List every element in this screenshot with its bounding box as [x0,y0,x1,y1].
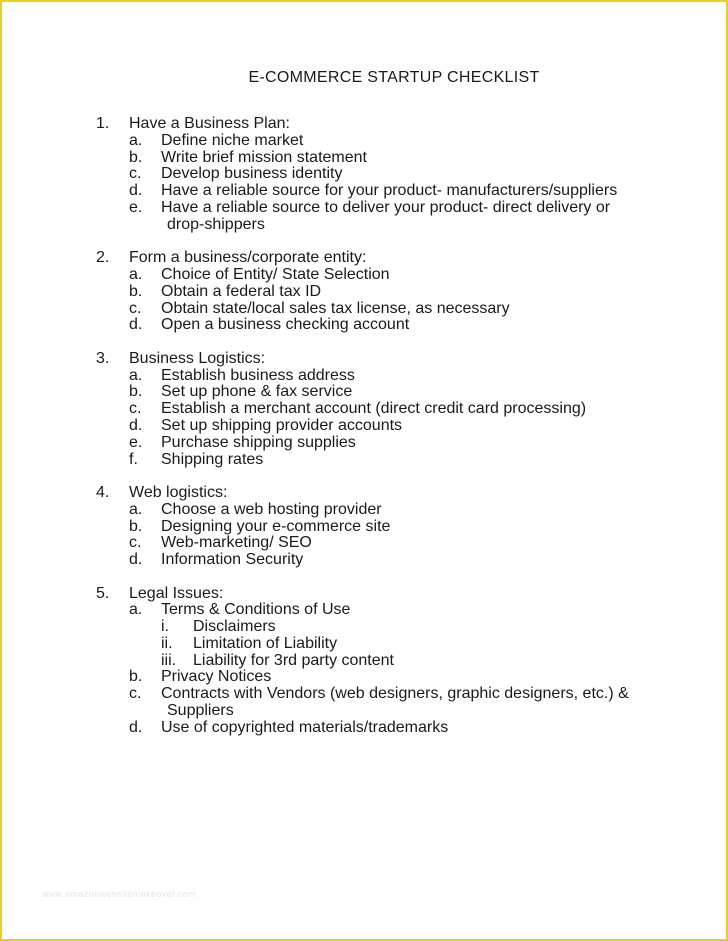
subitem-text: Liability for 3rd party content [193,651,394,669]
item-letter: a. [129,601,143,619]
page-title: E-COMMERCE STARTUP CHECKLIST [248,69,540,86]
item-text [161,418,696,435]
item-text-line: Information Security [161,551,304,569]
checklist [96,116,696,753]
item-letter: c. [129,299,142,317]
item-text [161,150,696,167]
item-text-line: Develop business identity [161,165,343,183]
section-heading-text: Web logistics: [129,483,228,501]
checklist-item [96,150,696,167]
item-text-line: Terms & Conditions of Use [161,601,351,619]
checklist-item [96,267,696,284]
checklist-subitem [96,619,696,636]
subitem-number: iii. [161,651,177,669]
subitem-number: i. [161,618,169,636]
item-letter: e. [129,433,143,451]
item-text-line: Set up phone & fax service [161,383,353,401]
item-text [161,284,696,301]
checklist-subitem [96,636,696,653]
item-text-line: Establish a merchant account (direct credit card processing) [161,400,587,418]
section-number: 3. [96,349,110,367]
subitem-text: Limitation of Liability [193,634,338,652]
checklist-item [96,200,696,234]
item-letter: b. [129,668,143,686]
item-text [161,435,696,452]
checklist-section [96,116,696,234]
item-text-line: Web-marketing/ SEO [161,534,312,552]
checklist-item [96,435,696,452]
section-number: 4. [96,483,110,501]
section-number: 5. [96,584,110,602]
checklist-item [96,519,696,536]
section-heading [96,116,696,133]
checklist-section [96,351,696,469]
checklist-section [96,250,696,334]
item-letter: d. [129,718,143,736]
checklist-item [96,384,696,401]
section-heading-text: Legal Issues: [129,584,224,602]
checklist-item [96,401,696,418]
checklist-item [96,166,696,183]
item-letter: a. [129,131,143,149]
item-letter: d. [129,316,143,334]
checklist-subitem [96,653,696,670]
checklist-item [96,669,696,686]
item-letter: d. [129,551,143,569]
subitem-text: Disclaimers [193,618,276,636]
checklist-item [96,301,696,318]
section-heading-text: Form a business/corporate entity: [129,249,367,267]
item-text-line: Open a business checking account [161,316,410,334]
item-text-line: Have a reliable source to deliver your product- direct delivery or [161,198,611,216]
item-text [161,384,696,401]
section-heading [96,586,696,603]
checklist-item [96,502,696,519]
checklist-item [96,452,696,469]
item-text [161,720,696,737]
section-heading [96,250,696,267]
checklist-item [96,183,696,200]
item-letter: c. [129,534,142,552]
item-letter: e. [129,198,143,216]
item-text [161,368,696,385]
item-letter: c. [129,400,142,418]
item-letter: b. [129,383,143,401]
watermark-text: www.amazonwebsitemakeover.com [42,889,197,899]
item-text [161,519,696,536]
section-heading-text: Have a Business Plan: [129,115,290,132]
checklist-section [96,586,696,737]
checklist-item [96,133,696,150]
item-text-line: Choice of Entity/ State Selection [161,265,390,283]
item-letter: a. [129,265,143,283]
item-text [161,535,696,552]
item-text [161,183,696,200]
item-text-line: Have a reliable source for your product- manufacturers/suppliers [161,182,618,200]
item-letter: b. [129,517,143,535]
item-letter: c. [129,165,142,183]
checklist-item [96,284,696,301]
checklist-item [96,686,696,720]
item-text-line: Purchase shipping supplies [161,433,356,451]
section-heading [96,485,696,502]
checklist-item [96,720,696,737]
section-number: 1. [96,115,110,132]
item-text-line: Establish business address [161,366,355,384]
item-text-line: Shipping rates [161,450,264,468]
checklist-item [96,418,696,435]
item-text-line: Contracts with Vendors (web designers, graphic designers, etc.) & [161,685,629,703]
item-text-line: Set up shipping provider accounts [161,416,403,434]
checklist-item [96,317,696,334]
item-text-line: Designing your e-commerce site [161,517,391,535]
section-heading-text: Business Logistics: [129,349,266,367]
item-text-line: Define niche market [161,131,304,149]
item-text [161,166,696,183]
item-text-continuation: drop-shippers [167,215,265,233]
item-text [161,200,696,234]
item-text-line: Privacy Notices [161,668,272,686]
item-text-line: Write brief mission statement [161,148,367,166]
item-text-line: Use of copyrighted materials/trademarks [161,718,449,736]
item-text-continuation: Suppliers [167,702,234,720]
item-text [161,401,696,418]
item-letter: a. [129,500,143,518]
subitem-number: ii. [161,634,173,652]
item-letter: d. [129,182,143,200]
item-letter: f. [129,450,138,468]
section-number: 2. [96,249,110,267]
checklist-item [96,602,696,619]
checklist-section [96,485,696,569]
item-text-line: Obtain state/local sales tax license, as necessary [161,299,510,317]
item-letter: d. [129,416,143,434]
item-text-line: Choose a web hosting provider [161,500,382,518]
checklist-item [96,368,696,385]
item-text [161,301,696,318]
item-letter: b. [129,148,143,166]
item-text [161,133,696,150]
section-heading [96,351,696,368]
checklist-item [96,552,696,569]
item-text-line: Obtain a federal tax ID [161,282,322,300]
item-text [161,552,696,569]
item-letter: a. [129,366,143,384]
item-text [161,669,696,686]
item-text [161,317,696,334]
item-text [161,602,696,619]
item-text [161,267,696,284]
item-text [161,502,696,519]
item-text [161,686,696,720]
item-text [161,452,696,469]
checklist-item [96,535,696,552]
item-letter: b. [129,282,143,300]
item-letter: c. [129,685,142,703]
